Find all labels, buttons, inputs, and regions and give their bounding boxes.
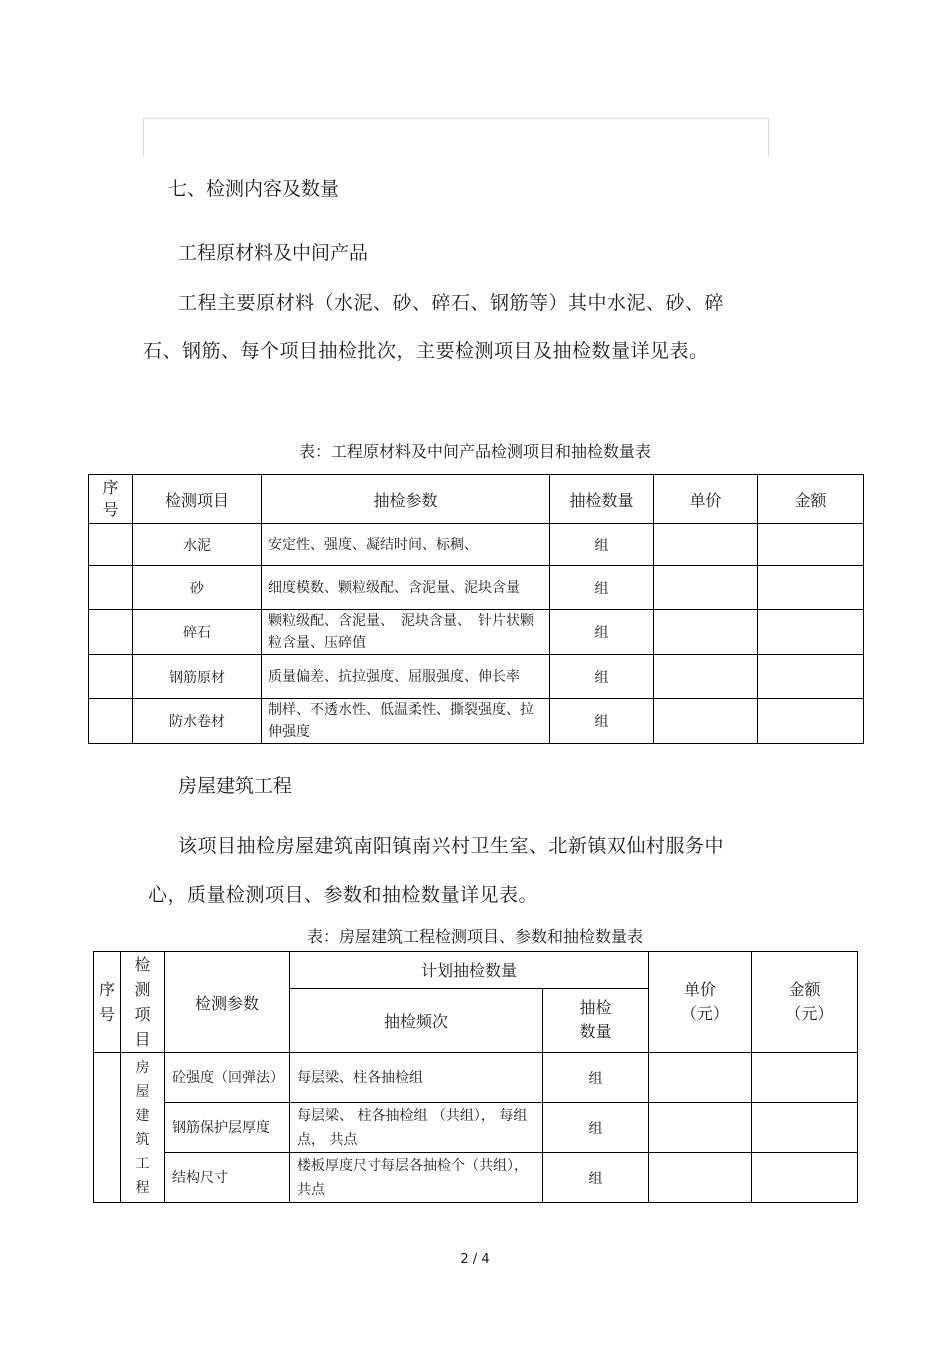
table-row [89, 655, 864, 699]
header-cell: 计划抽检数量 [290, 952, 649, 989]
seq-cell [89, 699, 133, 744]
param-cell: 钢筋保护层厚度 [165, 1103, 290, 1153]
seq-cell [89, 566, 133, 610]
qty-cell: 组 [543, 1053, 649, 1103]
building-table [93, 951, 858, 1203]
page-number: 2 / 4 [460, 1252, 490, 1267]
price-cell [654, 655, 758, 699]
header-cell: 单价 [654, 475, 758, 524]
table-row [94, 1103, 858, 1153]
table-row [89, 699, 864, 744]
table-row [89, 566, 864, 610]
price-cell [649, 1103, 752, 1153]
header-cell: 抽检频次 [290, 988, 543, 1052]
table-header-row [94, 952, 858, 989]
subsection-heading: 工程原材料及中间产品 [178, 242, 369, 264]
amount-cell [758, 655, 864, 699]
amount-cell [758, 699, 864, 744]
paragraph-line: 石、钢筋、每个项目抽检批次，主要检测项目及抽检数量详见表。 [143, 340, 709, 362]
table1-caption: 表：工程原材料及中间产品检测项目和抽检数量表 [298, 442, 651, 461]
section-heading: 七、检测内容及数量 [168, 178, 340, 200]
top-frame [143, 118, 769, 156]
params-cell: 颗粒级配、含泥量、 泥块含量、 针片状颗粒含量、压碎值 [262, 610, 550, 655]
item-cell: 防水卷材 [133, 699, 262, 744]
price-cell [649, 1153, 752, 1203]
table-row [94, 1053, 858, 1103]
qty-cell: 组 [543, 1153, 649, 1203]
table-header-row [89, 475, 864, 524]
paragraph-line: 工程主要原材料（水泥、砂、碎石、钢筋等）其中水泥、砂、碎 [178, 292, 725, 314]
param-cell: 砼强度（回弹法） [165, 1053, 290, 1103]
amount-cell [758, 524, 864, 566]
header-cell: 单价（元） [649, 952, 752, 1053]
header-cell: 序号 [89, 475, 133, 524]
amount-cell [752, 1153, 858, 1203]
header-cell: 检测项目 [133, 475, 262, 524]
table-row [89, 610, 864, 655]
item-cell: 房屋建筑工程 [121, 1053, 165, 1203]
amount-cell [758, 610, 864, 655]
amount-cell [758, 566, 864, 610]
amount-cell [752, 1103, 858, 1153]
section2-heading: 房屋建筑工程 [178, 775, 293, 797]
materials-table [88, 474, 864, 744]
header-cell: 抽检参数 [262, 475, 550, 524]
qty-cell: 组 [550, 524, 654, 566]
amount-cell [752, 1053, 858, 1103]
qty-cell: 组 [550, 655, 654, 699]
table2-caption: 表：房屋建筑工程检测项目、参数和抽检数量表 [306, 927, 643, 946]
qty-cell: 组 [550, 566, 654, 610]
seq-cell [89, 524, 133, 566]
header-cell: 检测项目 [121, 952, 165, 1053]
freq-cell: 每层梁、柱各抽检组 [290, 1053, 543, 1103]
params-cell: 安定性、强度、凝结时间、标稠、 [262, 524, 550, 566]
qty-cell: 组 [550, 699, 654, 744]
freq-cell: 楼板厚度尺寸每层各抽检个（共组），共点 [290, 1153, 543, 1203]
param-cell: 结构尺寸 [165, 1153, 290, 1203]
item-cell: 砂 [133, 566, 262, 610]
seq-cell [89, 655, 133, 699]
header-cell: 抽检数量 [543, 988, 649, 1052]
item-cell: 钢筋原材 [133, 655, 262, 699]
paragraph-line: 心，质量检测项目、参数和抽检数量详见表。 [148, 884, 539, 906]
header-cell: 序号 [94, 952, 121, 1053]
params-cell: 细度模数、颗粒级配、含泥量、泥块含量 [262, 566, 550, 610]
price-cell [654, 524, 758, 566]
table-row [94, 1153, 858, 1203]
price-cell [649, 1053, 752, 1103]
header-cell: 金额（元） [752, 952, 858, 1053]
price-cell [654, 610, 758, 655]
table-row [89, 524, 864, 566]
seq-cell [89, 610, 133, 655]
paragraph-line: 该项目抽检房屋建筑南阳镇南兴村卫生室、北新镇双仙村服务中 [178, 835, 725, 857]
item-cell: 碎石 [133, 610, 262, 655]
header-cell: 检测参数 [165, 952, 290, 1053]
params-cell: 制样、不透水性、低温柔性、撕裂强度、拉伸强度 [262, 699, 550, 744]
qty-cell: 组 [550, 610, 654, 655]
header-cell: 抽检数量 [550, 475, 654, 524]
header-cell: 金额 [758, 475, 864, 524]
price-cell [654, 566, 758, 610]
qty-cell: 组 [543, 1103, 649, 1153]
seq-cell [94, 1053, 121, 1203]
params-cell: 质量偏差、抗拉强度、屈服强度、伸长率 [262, 655, 550, 699]
price-cell [654, 699, 758, 744]
freq-cell: 每层梁、 柱各抽检组 （共组）， 每组点， 共点 [290, 1103, 543, 1153]
item-cell: 水泥 [133, 524, 262, 566]
